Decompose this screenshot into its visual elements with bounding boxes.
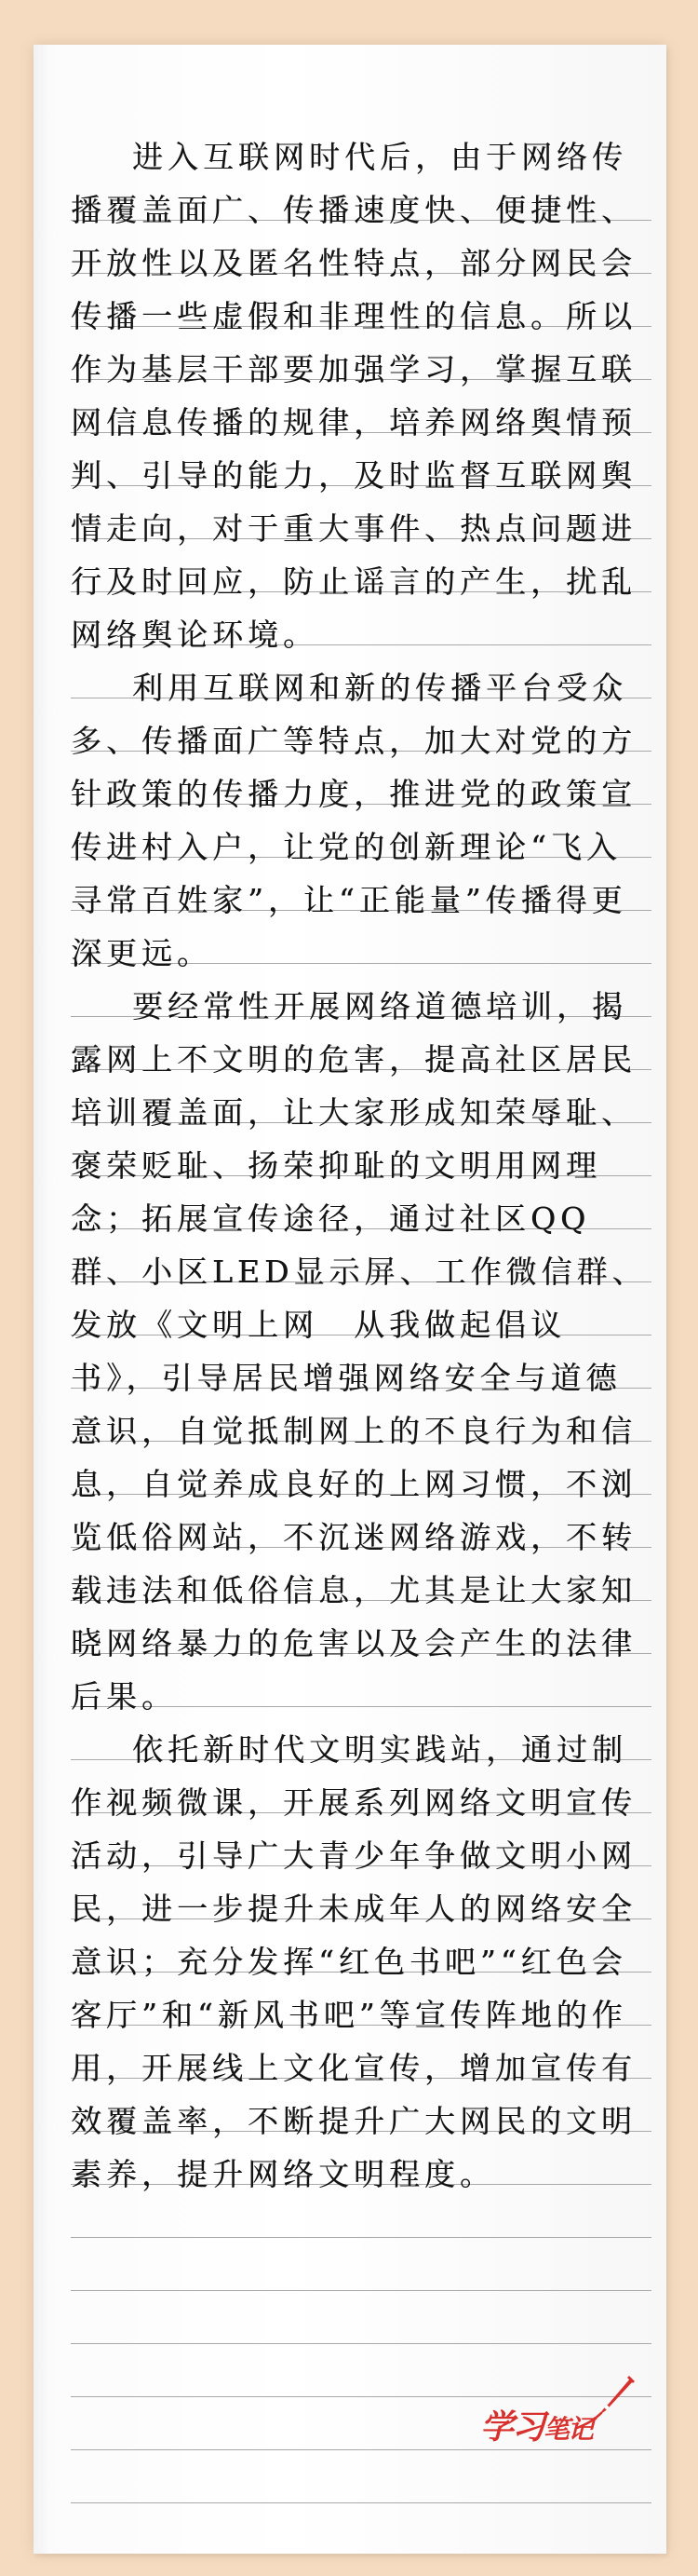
logo-small-text: 笔记 [544, 2414, 593, 2445]
study-notes-logo [480, 2372, 638, 2456]
ruled-line [71, 2450, 651, 2503]
ruled-line [71, 2291, 651, 2344]
paragraph-3: 要经常性开展网络道德培训，揭露网上不文明的危害，提高社区居民培训覆盖面，让大家形成知荣辱耻、褒荣贬耻、扬荣抑耻的文明用网理念；拓展宣传途径，通过社区QQ群、小区LED显示屏、工作微信群、发放《文明上网 从我做起倡议书》，引导居民增强网络安全与道德意识，自觉抵制网上的不良行为和信息，自觉养成良好的上网习惯，不浏览低俗网站，不沉迷网络游戏，不转载违法和低俗信息，尤其是让大家知晓网络暴力的危害以及会产生的法律后果。 [71, 988, 648, 1715]
logo-text [480, 2401, 592, 2448]
paragraph-2: 利用互联网和新的传播平台受众多、传播面广等特点，加大对党的方针政策的传播力度，推进党的政策宣传进村入户，让党的创新理论“飞入寻常百姓家”，让“正能量”传播得更深更远。 [71, 670, 637, 971]
article-body [71, 130, 651, 2201]
paper-edge-shadow [34, 45, 50, 2554]
notebook-paper [34, 45, 666, 2554]
ruled-line [71, 2238, 651, 2291]
paragraph-1: 进入互联网时代后，由于网络传播覆盖面广、传播速度快、便捷性、开放性以及匿名性特点，部分网民会传播一些虚假和非理性的信息。所以作为基层干部要加强学习，掌握互联网信息传播的规律，培养网络舆情预判、引导的能力，及时监督互联网舆情走向，对于重大事件、热点问题进行及时回应，防止谣言的产生，扰乱网络舆论环境。 [71, 139, 637, 653]
paragraph-4: 依托新时代文明实践站，通过制作视频微课，开展系列网络文明宣传活动，引导广大青少年争做文明小网民，进一步提升未成年人的网络安全意识；充分发挥“红色书吧”“红色会客厅”和“新风书吧”等宣传阵地的作用，开展线上文化宣传，增加宣传有效覆盖率，不断提升广大网民的文明素养，提升网络文明程度。 [71, 1731, 637, 2192]
logo-main-text: 学习 [480, 2407, 544, 2447]
